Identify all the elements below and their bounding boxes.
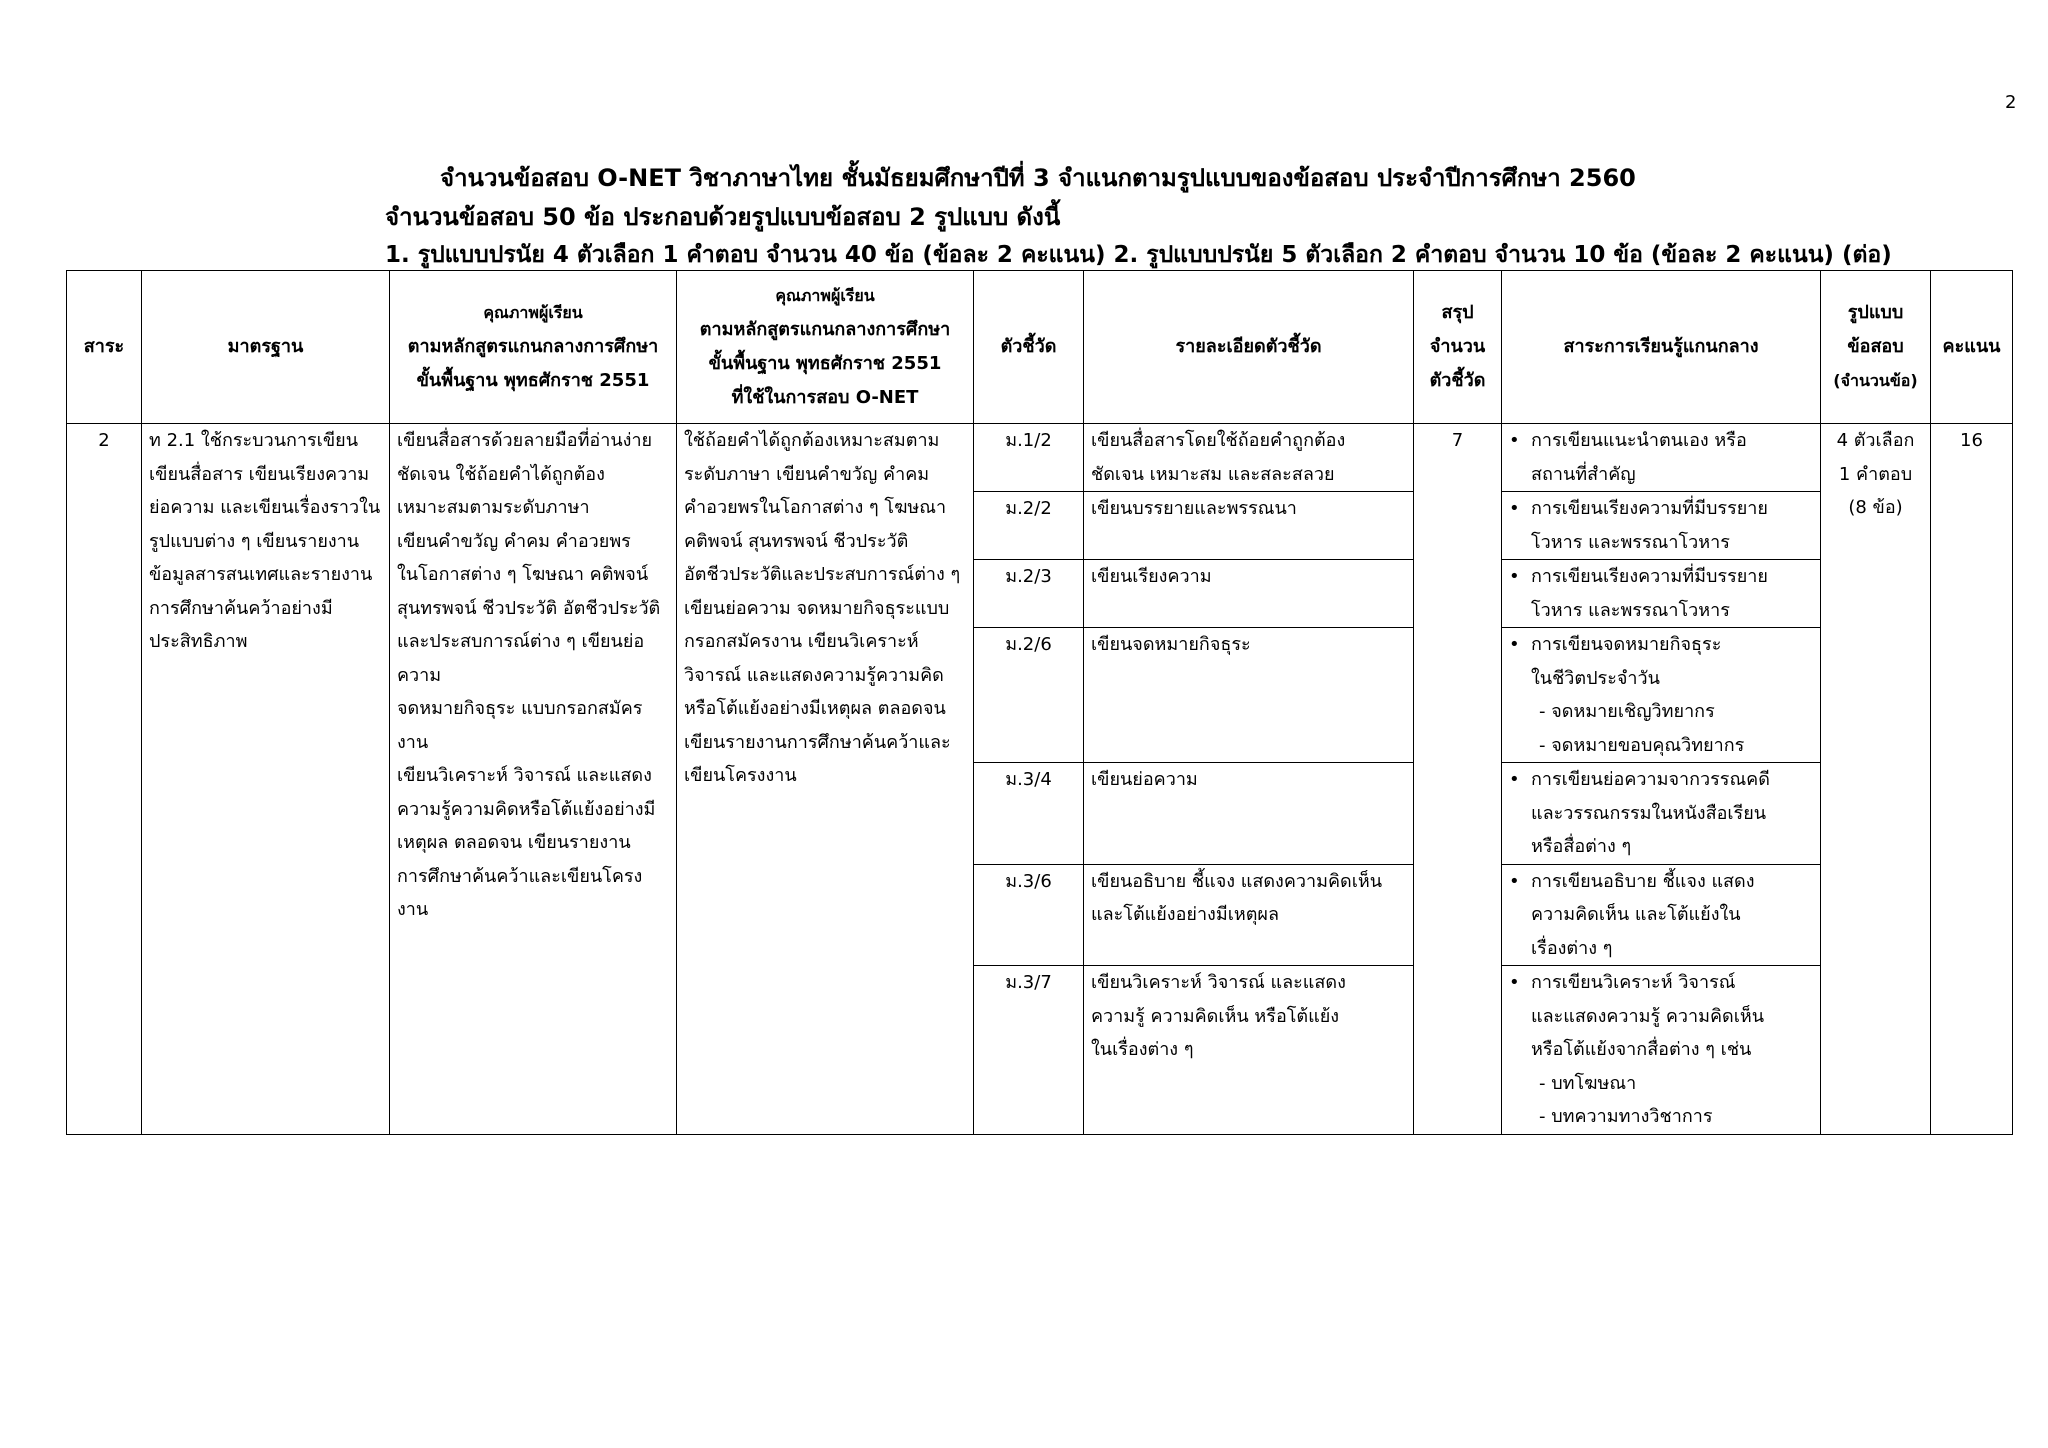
indicator-detail: เขียนวิเคราะห์ วิจารณ์ และแสดง ความรู้ ความคิดเห็น หรือโต้แย้ง ในเรื่องต่าง ๆ <box>1084 966 1414 1135</box>
header-indicator: ตัวชี้วัด <box>974 271 1084 424</box>
header-summary: สรุป จำนวน ตัวชี้วัด <box>1414 271 1502 424</box>
indicator-code: ม.3/7 <box>974 966 1084 1135</box>
content-line: เรื่องต่าง ๆ <box>1531 937 1613 959</box>
content-subline: - จดหมายขอบคุณวิทยากร <box>1539 734 1745 756</box>
core-content-cell <box>1502 763 1821 865</box>
indicator-detail: เขียนย่อความ <box>1084 763 1414 865</box>
indicator-detail: เขียนบรรยายและพรรณนา <box>1084 492 1414 560</box>
content-line: • การเขียนวิเคราะห์ วิจารณ์ <box>1509 966 1813 1000</box>
header-indicator-detail: รายละเอียดตัวชี้วัด <box>1084 271 1414 424</box>
content-line: และวรรณกรรมในหนังสือเรียน <box>1531 802 1767 824</box>
content-subline: - จดหมายเชิญวิทยากร <box>1539 701 1715 722</box>
indicator-detail: เขียนสื่อสารโดยใช้ถ้อยคำถูกต้อง ชัดเจน เหมาะสม และสละสลวย <box>1084 424 1414 492</box>
content-line: ในชีวิตประจำวัน <box>1531 667 1660 689</box>
exam-spec-table <box>66 270 2013 1135</box>
content-line: ความคิดเห็น และโต้แย้งใน <box>1531 904 1741 925</box>
indicator-code: ม.2/2 <box>974 492 1084 560</box>
core-content-cell <box>1502 864 1821 966</box>
indicator-code: ม.3/4 <box>974 763 1084 865</box>
core-content-cell <box>1502 628 1821 763</box>
content-line: หรือสื่อต่าง ๆ <box>1531 836 1632 857</box>
content-line: สถานที่สำคัญ <box>1531 463 1636 485</box>
content-line: • การเขียนเรียงความที่มีบรรยาย <box>1509 492 1813 526</box>
core-content-cell <box>1502 424 1821 492</box>
header-format: รูปแบบ ข้อสอบ (จำนวนข้อ) <box>1821 271 1931 424</box>
sara-cell: 2 <box>67 424 142 1135</box>
content-line: หรือโต้แย้งจากสื่อต่าง ๆ เช่น <box>1531 1039 1752 1060</box>
indicator-detail: เขียนเรียงความ <box>1084 560 1414 628</box>
header-quality-onet: คุณภาพผู้เรียน ตามหลักสูตรแกนกลางการศึกษา ขั้นพื้นฐาน พุทธศักราช 2551 ที่ใช้ในการสอบ O-NET <box>677 271 974 424</box>
header-sara: สาระ <box>67 271 142 424</box>
core-content-cell <box>1502 560 1821 628</box>
header-quality: คุณภาพผู้เรียน ตามหลักสูตรแกนกลางการศึกษา ขั้นพื้นฐาน พุทธศักราช 2551 <box>390 271 677 424</box>
exam-format-line: 1. รูปแบบปรนัย 4 ตัวเลือก 1 คำตอบ จำนวน 40 ข้อ (ข้อละ 2 คะแนน) 2. รูปแบบปรนัย 5 ตัวเลือก 2 คำตอบ จำนวน 10 ข้อ (ข้อละ 2 คะแนน) (ต่อ) <box>385 242 1892 268</box>
content-line: • การเขียนย่อความจากวรรณคดี <box>1509 763 1813 797</box>
standard-cell: ท 2.1 ใช้กระบวนการเขียน เขียนสื่อสาร เขียนเรียงความ ย่อความ และเขียนเรื่องราวใน รูปแบบต่าง ๆ เขียนรายงาน ข้อมูลสารสนเทศและรายงาน การศึกษาค้นคว้าอย่างมี ประสิทธิภาพ <box>142 424 390 1135</box>
indicator-detail: เขียนอธิบาย ชี้แจง แสดงความคิดเห็น และโต้แย้งอย่างมีเหตุผล <box>1084 864 1414 966</box>
content-line: • การเขียนอธิบาย ชี้แจง แสดง <box>1509 865 1813 899</box>
table-header-row <box>67 271 2013 424</box>
content-line: • การเขียนเรียงความที่มีบรรยาย <box>1509 560 1813 594</box>
header-score: คะแนน <box>1931 271 2013 424</box>
document-title: จำนวนข้อสอบ O-NET วิชาภาษาไทย ชั้นมัธยมศึกษาปีที่ 3 จำแนกตามรูปแบบของข้อสอบ ประจำปีการศึกษา 2560 <box>440 164 1636 192</box>
score-cell: 16 <box>1931 424 2013 1135</box>
indicator-code: ม.1/2 <box>974 424 1084 492</box>
header-core-content: สาระการเรียนรู้แกนกลาง <box>1502 271 1821 424</box>
table-row <box>67 424 2013 492</box>
quality-onet-cell: ใช้ถ้อยคำได้ถูกต้องเหมาะสมตาม ระดับภาษา เขียนคำขวัญ คำคม คำอวยพรในโอกาสต่าง ๆ โฆษณา คติพจน์ สุนทรพจน์ ชีวประวัติ อัตชีวประวัติและประสบการณ์ต่าง ๆ เขียนย่อความ จดหมายกิจธุระแบบ กรอกสมัครงาน เขียนวิเคราะห์ วิจารณ์ และแสดงความรู้ความคิด หรือโต้แย้งอย่างมีเหตุผล ตลอดจน เขียนรายงานการศึกษาค้นคว้าและ เขียนโครงงาน <box>677 424 974 1135</box>
core-content-cell <box>1502 966 1821 1135</box>
indicator-code: ม.2/3 <box>974 560 1084 628</box>
content-line: • การเขียนจดหมายกิจธุระ <box>1509 628 1813 662</box>
header-standard: มาตรฐาน <box>142 271 390 424</box>
content-line: และแสดงความรู้ ความคิดเห็น <box>1531 1005 1765 1027</box>
format-cell: 4 ตัวเลือก 1 คำตอบ (8 ข้อ) <box>1821 424 1931 1135</box>
indicator-code: ม.3/6 <box>974 864 1084 966</box>
core-content-cell <box>1502 492 1821 560</box>
indicator-detail: เขียนจดหมายกิจธุระ <box>1084 628 1414 763</box>
content-line: • การเขียนแนะนำตนเอง หรือ <box>1509 424 1813 458</box>
quality-cell: เขียนสื่อสารด้วยลายมือที่อ่านง่าย ชัดเจน ใช้ถ้อยคำได้ถูกต้อง เหมาะสมตามระดับภาษา เขียนคำขวัญ คำคม คำอวยพร ในโอกาสต่าง ๆ โฆษณา คติพจน์ สุนทรพจน์ ชีวประวัติ อัตชีวประวัติ และประสบการณ์ต่าง ๆ เขียนย่อความ จดหมายกิจธุระ แบบกรอกสมัครงาน เขียนวิเคราะห์ วิจารณ์ และแสดง ความรู้ความคิดหรือโต้แย้งอย่างมี เหตุผล ตลอดจน เขียนรายงาน การศึกษาค้นคว้าและเขียนโครงงาน <box>390 424 677 1135</box>
summary-count-cell: 7 <box>1414 424 1502 1135</box>
content-subline: - บทความทางวิชาการ <box>1539 1106 1713 1127</box>
content-subline: - บทโฆษณา <box>1539 1072 1637 1094</box>
page-number: 2 <box>2005 92 2017 113</box>
content-line: โวหาร และพรรณาโวหาร <box>1531 599 1730 621</box>
indicator-code: ม.2/6 <box>974 628 1084 763</box>
exam-summary-line: จำนวนข้อสอบ 50 ข้อ ประกอบด้วยรูปแบบข้อสอบ 2 รูปแบบ ดังนี้ <box>385 203 1061 231</box>
content-line: โวหาร และพรรณาโวหาร <box>1531 531 1730 553</box>
